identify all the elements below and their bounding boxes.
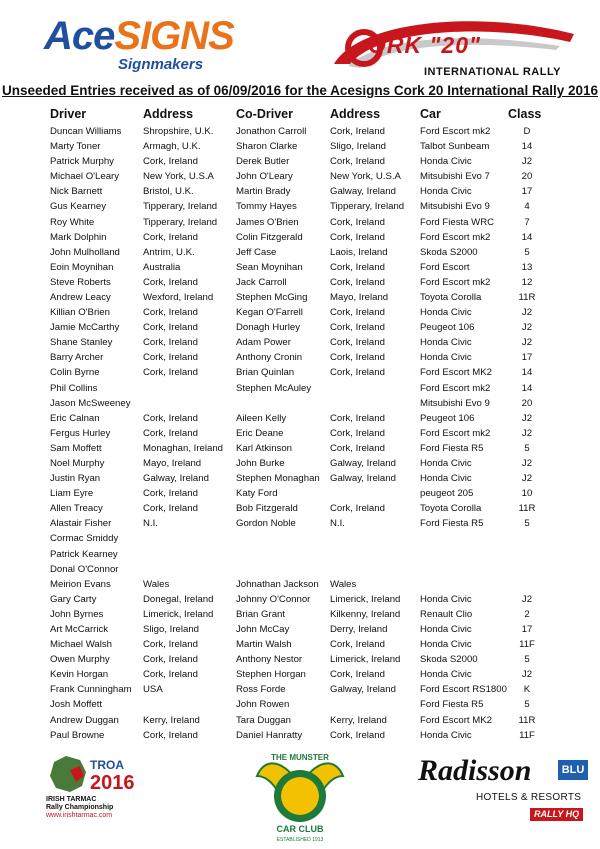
entry-co-driver-address: Cork, Ireland bbox=[330, 367, 385, 379]
table-row bbox=[0, 682, 600, 697]
entry-driver: Cormac Smiddy bbox=[50, 533, 119, 545]
rally-logo-subtitle: INTERNATIONAL RALLY bbox=[424, 66, 562, 78]
acesigns-logo bbox=[44, 10, 234, 80]
entry-class: K bbox=[523, 684, 531, 696]
ireland-map-icon bbox=[46, 752, 90, 796]
entry-car: Honda Civic bbox=[420, 186, 472, 198]
entry-co-driver: John Rowen bbox=[236, 699, 290, 711]
entry-car: Honda Civic bbox=[420, 669, 472, 681]
table-row bbox=[0, 154, 600, 169]
entry-driver: Michael O'Leary bbox=[50, 171, 120, 183]
table-row bbox=[0, 396, 600, 411]
entry-driver-address: Tipperary, Ireland bbox=[143, 201, 218, 213]
entry-class: 5 bbox=[524, 246, 530, 258]
entry-driver-address: Cork, Ireland bbox=[143, 427, 198, 439]
entry-driver-address: Cork, Ireland bbox=[143, 322, 198, 334]
entry-class: 5 bbox=[524, 654, 530, 666]
entry-driver: Patrick Kearney bbox=[50, 548, 118, 560]
entry-driver: Paul Browne bbox=[50, 729, 105, 741]
column-header-driver: Driver bbox=[50, 107, 87, 121]
entry-class: J2 bbox=[521, 322, 533, 334]
entry-class: 12 bbox=[521, 276, 533, 288]
entry-co-driver-address: Limerick, Ireland bbox=[330, 593, 401, 605]
entry-driver-address: Antrim, U.K. bbox=[143, 246, 195, 258]
entry-driver-address: Shropshire, U.K. bbox=[143, 126, 214, 137]
entry-driver-address: Bristol, U.K. bbox=[143, 186, 194, 198]
entry-class: 14 bbox=[521, 231, 533, 243]
entry-co-driver-address: Cork, Ireland bbox=[330, 669, 385, 681]
entry-car: Ford Escort mk2 bbox=[420, 126, 491, 137]
rally-hq-badge: RALLY HQ bbox=[530, 808, 583, 821]
entry-driver-address: Cork, Ireland bbox=[143, 367, 198, 379]
entry-driver: Andrew Duggan bbox=[50, 714, 119, 726]
entry-driver: Gus Kearney bbox=[50, 201, 106, 213]
acesigns-word-part2: SIGNS bbox=[114, 14, 234, 58]
entry-co-driver-address: Galway, Ireland bbox=[330, 473, 396, 485]
entry-class: 14 bbox=[521, 382, 533, 394]
entry-co-driver: Gordon Noble bbox=[236, 518, 296, 530]
entry-co-driver: Ross Forde bbox=[236, 684, 286, 696]
entry-class: 14 bbox=[521, 141, 533, 153]
entry-driver-address: Galway, Ireland bbox=[143, 473, 209, 485]
entry-co-driver-address: Cork, Ireland bbox=[330, 729, 385, 741]
entry-car: Peugeot 106 bbox=[420, 412, 475, 424]
entry-co-driver-address: Mayo, Ireland bbox=[330, 291, 389, 303]
entry-class: 20 bbox=[521, 397, 533, 409]
entry-driver: Colin Byrne bbox=[50, 367, 100, 379]
entry-class: 17 bbox=[521, 186, 533, 198]
table-row bbox=[0, 592, 600, 607]
radisson-blu-logo bbox=[418, 754, 593, 824]
entry-co-driver: Stephen Horgan bbox=[236, 669, 306, 681]
entry-class: 7 bbox=[524, 216, 530, 228]
munster-est-text: ESTABLISHED 1913 bbox=[276, 837, 324, 842]
entry-class: J2 bbox=[521, 457, 533, 469]
entry-car: Honda Civic bbox=[420, 729, 472, 741]
entry-co-driver-address: Cork, Ireland bbox=[330, 442, 385, 454]
entry-car: Skoda S2000 bbox=[420, 246, 478, 258]
entry-driver-address: Cork, Ireland bbox=[143, 488, 198, 500]
entry-co-driver-address: Cork, Ireland bbox=[330, 261, 385, 273]
entry-driver-address: Donegal, Ireland bbox=[143, 593, 214, 605]
table-row bbox=[0, 637, 600, 652]
entry-co-driver: Brian Grant bbox=[236, 608, 286, 620]
entry-class: J2 bbox=[521, 427, 533, 439]
entry-class: J2 bbox=[521, 669, 533, 681]
entry-driver-address: Cork, Ireland bbox=[143, 337, 198, 349]
entry-car: Ford Escort mk2 bbox=[420, 382, 491, 394]
entry-class: 5 bbox=[524, 699, 530, 711]
entry-co-driver-address: Cork, Ireland bbox=[330, 322, 385, 334]
entry-co-driver: Anthony Nestor bbox=[236, 654, 303, 666]
entry-co-driver: Stephen McAuley bbox=[236, 382, 312, 394]
entry-co-driver-address: Cork, Ireland bbox=[330, 352, 385, 364]
entry-car: Ford Fiesta R5 bbox=[420, 699, 484, 711]
table-row bbox=[0, 622, 600, 637]
entry-driver: Eric Calnan bbox=[50, 412, 100, 424]
entry-co-driver-address: Limerick, Ireland bbox=[330, 654, 401, 666]
entry-driver-address: Sligo, Ireland bbox=[143, 623, 199, 635]
entry-co-driver: Martin Brady bbox=[236, 186, 291, 198]
entry-class: D bbox=[523, 126, 531, 137]
entry-driver: John Byrnes bbox=[50, 608, 104, 620]
table-row bbox=[0, 441, 600, 456]
entry-co-driver: John O'Leary bbox=[236, 171, 293, 183]
entry-driver: Fergus Hurley bbox=[50, 427, 111, 439]
table-row bbox=[0, 667, 600, 682]
table-row bbox=[0, 426, 600, 441]
entry-driver-address: Tipperary, Ireland bbox=[143, 216, 218, 228]
troa-line2: Rally Championship bbox=[46, 804, 114, 811]
table-row bbox=[0, 562, 600, 577]
table-row bbox=[0, 728, 600, 743]
entry-co-driver: Sean Moynihan bbox=[236, 261, 303, 273]
table-row bbox=[0, 350, 600, 365]
entry-car: Honda Civic bbox=[420, 307, 472, 319]
entry-co-driver-address: N.I. bbox=[330, 518, 345, 530]
page-title: Unseeded Entries received as of 06/09/2016 for the Acesigns Cork 20 International Rally 2016 bbox=[1, 83, 598, 98]
troa-url: www.irishtarmac.com bbox=[46, 812, 113, 819]
entry-car: Toyota Corolla bbox=[420, 503, 482, 515]
entry-driver-address: Cork, Ireland bbox=[143, 729, 198, 741]
table-row bbox=[0, 501, 600, 516]
entry-car: Mitsubishi Evo 7 bbox=[420, 171, 490, 183]
entry-driver: Art McCarrick bbox=[50, 623, 109, 635]
entry-co-driver-address: Cork, Ireland bbox=[330, 337, 385, 349]
entry-driver: Justin Ryan bbox=[50, 473, 101, 485]
entry-driver-address: Cork, Ireland bbox=[143, 276, 198, 288]
acesigns-word-part1: Ace bbox=[44, 14, 115, 58]
entry-co-driver-address: Cork, Ireland bbox=[330, 216, 385, 228]
entry-co-driver: Sharon Clarke bbox=[236, 141, 298, 153]
entry-class: J2 bbox=[521, 156, 533, 168]
entry-car: Honda Civic bbox=[420, 156, 472, 168]
entry-co-driver-address: Galway, Ireland bbox=[330, 457, 396, 469]
entry-driver: Gary Carty bbox=[50, 593, 97, 605]
entry-co-driver: Johnny O'Connor bbox=[236, 593, 311, 605]
column-header-car: Car bbox=[420, 107, 441, 121]
entry-driver-address: Limerick, Ireland bbox=[143, 608, 214, 620]
entry-class: 11R bbox=[518, 291, 536, 303]
munster-car-club-crest-icon bbox=[255, 746, 345, 842]
entry-car: Honda Civic bbox=[420, 473, 472, 485]
entry-co-driver: Jonathon Carroll bbox=[236, 126, 307, 137]
entry-co-driver: Daniel Hanratty bbox=[236, 729, 303, 741]
entry-class: 11R bbox=[518, 714, 536, 726]
entry-driver-address: Cork, Ireland bbox=[143, 639, 198, 651]
entry-driver: Phil Collins bbox=[50, 382, 98, 394]
entry-driver: Andrew Leacy bbox=[50, 291, 111, 303]
entry-co-driver: Tommy Hayes bbox=[236, 201, 297, 213]
entry-co-driver: Kegan O'Farrell bbox=[236, 307, 303, 319]
entry-car: Toyota Corolla bbox=[420, 291, 482, 303]
entry-car: Skoda S2000 bbox=[420, 654, 478, 666]
entry-car: Mitsubishi Evo 9 bbox=[420, 397, 490, 409]
table-row bbox=[0, 471, 600, 486]
entry-driver: Owen Murphy bbox=[50, 654, 110, 666]
radisson-word: Radisson bbox=[418, 754, 532, 787]
entry-car: Mitsubishi Evo 9 bbox=[420, 201, 490, 213]
table-row bbox=[0, 577, 600, 592]
entry-co-driver: Johnathan Jackson bbox=[236, 578, 319, 590]
entry-driver: Kevin Horgan bbox=[50, 669, 109, 681]
entry-car: Peugeot 106 bbox=[420, 322, 475, 334]
entry-co-driver-address: New York, U.S.A bbox=[330, 171, 401, 183]
entry-co-driver: Stephen Monaghan bbox=[236, 473, 320, 485]
entry-co-driver-address: Sligo, Ireland bbox=[330, 141, 386, 153]
entry-driver: Frank Cunningham bbox=[50, 684, 132, 696]
entry-class: 17 bbox=[521, 352, 533, 364]
table-row bbox=[0, 607, 600, 622]
entry-co-driver-address: Kilkenny, Ireland bbox=[330, 608, 401, 620]
table-row bbox=[0, 290, 600, 305]
entry-co-driver: Brian Quinlan bbox=[236, 367, 295, 379]
entry-co-driver-address: Tipperary, Ireland bbox=[330, 201, 405, 213]
entry-car: Honda Civic bbox=[420, 457, 472, 469]
entry-co-driver-address: Cork, Ireland bbox=[330, 276, 385, 288]
entry-driver: Noel Murphy bbox=[50, 457, 105, 469]
entry-class: 11F bbox=[519, 729, 535, 741]
radisson-blu-badge: BLU bbox=[558, 760, 588, 780]
column-header-co-driver: Co-Driver bbox=[236, 107, 293, 121]
entry-co-driver: John McCay bbox=[236, 623, 290, 635]
entry-car: Ford Escort MK2 bbox=[420, 367, 492, 379]
entry-co-driver-address: Cork, Ireland bbox=[330, 307, 385, 319]
entry-car: Ford Fiesta R5 bbox=[420, 442, 484, 454]
entry-class: J2 bbox=[521, 593, 533, 605]
entry-driver-address: Kerry, Ireland bbox=[143, 714, 200, 726]
entry-car: Ford Escort RS1800 bbox=[420, 684, 507, 696]
entry-class: J2 bbox=[521, 307, 533, 319]
munster-top-text: THE MUNSTER bbox=[271, 753, 329, 762]
entry-co-driver-address: Kerry, Ireland bbox=[330, 714, 387, 726]
entry-car: Honda Civic bbox=[420, 623, 472, 635]
entry-driver: Liam Eyre bbox=[50, 488, 94, 500]
entry-driver: Steve Roberts bbox=[50, 276, 111, 288]
entry-co-driver-address: Cork, Ireland bbox=[330, 156, 385, 168]
table-row bbox=[0, 169, 600, 184]
munster-car-club-logo bbox=[255, 746, 345, 842]
entry-class: J2 bbox=[521, 473, 533, 485]
entry-car: Honda Civic bbox=[420, 639, 472, 651]
entry-driver: Marty Toner bbox=[50, 141, 101, 153]
entry-class: 5 bbox=[524, 518, 530, 530]
entry-driver-address: Wexford, Ireland bbox=[143, 291, 214, 303]
entry-class: 14 bbox=[521, 367, 533, 379]
entry-co-driver: Donagh Hurley bbox=[236, 322, 300, 334]
table-row bbox=[0, 697, 600, 712]
table-row bbox=[0, 199, 600, 214]
entry-car: Ford Escort MK2 bbox=[420, 714, 492, 726]
entry-class: 13 bbox=[521, 261, 533, 273]
entry-car: Talbot Sunbeam bbox=[420, 141, 490, 153]
troa-logo bbox=[46, 752, 156, 822]
table-row bbox=[0, 139, 600, 154]
entry-co-driver-address: Laois, Ireland bbox=[330, 246, 388, 258]
table-row bbox=[0, 245, 600, 260]
entry-class: 11R bbox=[518, 503, 536, 515]
entry-class: 5 bbox=[524, 442, 530, 454]
table-row bbox=[0, 275, 600, 290]
entry-driver-address: Monaghan, Ireland bbox=[143, 442, 224, 454]
entry-driver: John Mulholland bbox=[50, 246, 120, 258]
entry-car: Renault Clio bbox=[420, 608, 473, 620]
entry-co-driver-address: Cork, Ireland bbox=[330, 639, 385, 651]
entry-driver-address: USA bbox=[143, 684, 163, 696]
table-row bbox=[0, 411, 600, 426]
entry-driver: Donal O'Connor bbox=[50, 563, 119, 575]
column-header-class: Class bbox=[508, 107, 542, 121]
entry-co-driver-address: Cork, Ireland bbox=[330, 427, 385, 439]
entry-co-driver: Derek Butler bbox=[236, 156, 290, 168]
entry-driver-address: Cork, Ireland bbox=[143, 307, 198, 319]
entry-co-driver: Eric Deane bbox=[236, 427, 284, 439]
entry-car: Honda Civic bbox=[420, 593, 472, 605]
table-row bbox=[0, 260, 600, 275]
entry-class: 20 bbox=[521, 171, 533, 183]
entry-car: Honda Civic bbox=[420, 337, 472, 349]
entry-co-driver: Stephen McGing bbox=[236, 291, 308, 303]
entry-driver-address: Armagh, U.K. bbox=[143, 141, 201, 153]
entry-driver: Alastair Fisher bbox=[50, 518, 112, 530]
table-row bbox=[0, 531, 600, 546]
column-header-co-address: Address bbox=[330, 107, 381, 121]
entry-driver: Sam Moffett bbox=[50, 442, 102, 454]
table-row bbox=[0, 381, 600, 396]
entry-class: 4 bbox=[524, 201, 530, 213]
entry-co-driver: Bob Fitzgerald bbox=[236, 503, 298, 515]
entry-co-driver-address: Galway, Ireland bbox=[330, 186, 396, 198]
table-row bbox=[0, 713, 600, 728]
table-row bbox=[0, 184, 600, 199]
entry-driver: Mark Dolphin bbox=[50, 231, 107, 243]
entry-car: Honda Civic bbox=[420, 352, 472, 364]
table-row bbox=[0, 547, 600, 562]
table-row bbox=[0, 335, 600, 350]
entry-class: 10 bbox=[521, 488, 533, 500]
entry-driver: Meirion Evans bbox=[50, 578, 111, 590]
entry-co-driver: Tara Duggan bbox=[236, 714, 291, 726]
entry-co-driver-address: Wales bbox=[330, 578, 357, 590]
entry-car: Ford Escort mk2 bbox=[420, 427, 491, 439]
entry-driver: Josh Moffett bbox=[50, 699, 103, 711]
entry-driver-address: N.I. bbox=[143, 518, 158, 530]
entry-driver-address: Cork, Ireland bbox=[143, 352, 198, 364]
entry-driver: Nick Barnett bbox=[50, 186, 103, 198]
munster-bottom-text: CAR CLUB bbox=[276, 824, 324, 834]
table-row bbox=[0, 305, 600, 320]
radisson-tagline: HOTELS & RESORTS bbox=[476, 792, 582, 803]
acesigns-tagline: Signmakers bbox=[118, 56, 204, 73]
entry-co-driver: Aileen Kelly bbox=[236, 412, 287, 424]
table-row bbox=[0, 516, 600, 531]
entry-co-driver-address: Cork, Ireland bbox=[330, 412, 385, 424]
entry-co-driver: Colin Fitzgerald bbox=[236, 231, 303, 243]
entry-co-driver: Adam Power bbox=[236, 337, 291, 349]
entry-driver-address: Cork, Ireland bbox=[143, 156, 198, 168]
entry-co-driver: James O'Brien bbox=[236, 216, 299, 228]
entry-co-driver: Anthony Cronin bbox=[236, 352, 303, 364]
entry-driver-address: Cork, Ireland bbox=[143, 231, 198, 243]
entry-driver-address: Cork, Ireland bbox=[143, 412, 198, 424]
table-row bbox=[0, 486, 600, 501]
entry-driver-address: Cork, Ireland bbox=[143, 654, 198, 666]
entry-co-driver: Karl Atkinson bbox=[236, 442, 292, 454]
column-header-address: Address bbox=[143, 107, 194, 121]
entry-driver: Eoin Moynihan bbox=[50, 261, 114, 273]
entry-co-driver-address: Cork, Ireland bbox=[330, 126, 385, 137]
entry-class: 17 bbox=[521, 623, 533, 635]
rally-logo-title: ORK "20" bbox=[368, 32, 481, 58]
entry-driver: Killian O'Brien bbox=[50, 307, 110, 319]
table-row bbox=[0, 365, 600, 380]
entry-co-driver: Katy Ford bbox=[236, 488, 278, 500]
entry-co-driver: Martin Walsh bbox=[236, 639, 292, 651]
entry-co-driver: John Burke bbox=[236, 457, 285, 469]
entry-driver: Duncan Williams bbox=[50, 126, 122, 137]
table-row bbox=[0, 215, 600, 230]
entry-car: Ford Escort mk2 bbox=[420, 231, 491, 243]
entry-co-driver-address: Galway, Ireland bbox=[330, 684, 396, 696]
troa-name: TROA bbox=[90, 758, 124, 772]
entry-driver: Allen Treacy bbox=[50, 503, 103, 515]
entry-car: Ford Fiesta R5 bbox=[420, 518, 484, 530]
entry-class: J2 bbox=[521, 412, 533, 424]
entry-co-driver: Jeff Case bbox=[236, 246, 277, 258]
table-row bbox=[0, 456, 600, 471]
entry-co-driver-address: Cork, Ireland bbox=[330, 503, 385, 515]
entry-driver: Michael Walsh bbox=[50, 639, 113, 651]
table-row bbox=[0, 124, 600, 139]
table-row bbox=[0, 230, 600, 245]
entry-driver: Jason McSweeney bbox=[50, 397, 131, 409]
entry-car: Ford Escort mk2 bbox=[420, 276, 491, 288]
entry-driver: Roy White bbox=[50, 216, 95, 228]
entry-driver-address: Cork, Ireland bbox=[143, 669, 198, 681]
entry-class: J2 bbox=[521, 337, 533, 349]
entry-co-driver-address: Cork, Ireland bbox=[330, 231, 385, 243]
entry-car: Ford Fiesta WRC bbox=[420, 216, 495, 228]
entry-car: peugeot 205 bbox=[420, 488, 474, 500]
table-row bbox=[0, 652, 600, 667]
entry-class: 11F bbox=[519, 639, 535, 651]
entry-driver-address: Australia bbox=[143, 261, 181, 273]
troa-year: 2016 bbox=[90, 772, 135, 794]
entry-driver: Barry Archer bbox=[50, 352, 104, 364]
table-row bbox=[0, 320, 600, 335]
entry-co-driver: Jack Carroll bbox=[236, 276, 287, 288]
cork-20-rally-logo bbox=[330, 14, 580, 82]
entry-driver: Shane Stanley bbox=[50, 337, 113, 349]
entry-driver-address: Wales bbox=[143, 578, 170, 590]
entry-driver: Patrick Murphy bbox=[50, 156, 114, 168]
troa-line1: IRISH TARMAC bbox=[46, 796, 97, 803]
entry-car: Ford Escort bbox=[420, 261, 470, 273]
entry-class: 2 bbox=[524, 608, 530, 620]
entry-driver: Jamie McCarthy bbox=[50, 322, 120, 334]
entry-driver-address: Mayo, Ireland bbox=[143, 457, 202, 469]
entry-driver-address: New York, U.S.A bbox=[143, 171, 214, 183]
entry-co-driver-address: Derry, Ireland bbox=[330, 623, 388, 635]
entry-driver-address: Cork, Ireland bbox=[143, 503, 198, 515]
